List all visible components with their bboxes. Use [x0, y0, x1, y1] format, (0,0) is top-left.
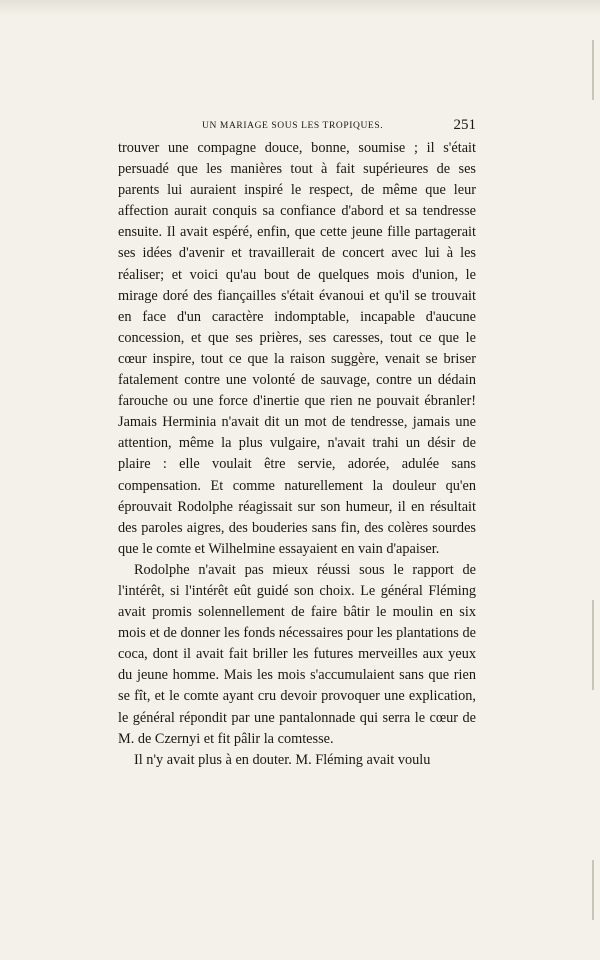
- paragraph-3: Il n'y avait plus à en douter. M. Fléming avait voulu: [134, 751, 431, 768]
- running-header: [118, 117, 476, 135]
- paragraph-1: trouver une compagne douce, bonne, soumise ; il s'était persuadé que les manières tout à fait supérieures de ses parents lui auraient inspiré le respect, de même que leur affection aurait conquis sa confiance d'abord et sa tendresse ensuite. Il avait espéré, enfin, que cette jeune fille partagerait ses idées d'avenir et travaillerait de concert avec lui à les réaliser; et voici qu'au bout de quelques mois d'union, le mirage doré des fiançailles s'était évanoui et qu'il se trouvait en face d'un caractère indomptable, incapable d'aucune concession, et que ses prières, ses caresses, tout ce que le cœur inspire, tout ce que la raison suggère, venait se briser fatalement contre une volonté de sauvage, contre un dédain farouche ou une force d'inertie que rien ne pouvait ébranler! Jamais Herminia n'avait dit un mot de tendresse, jamais une attention, même la plus vulgaire, n'avait trahi un désir de plaire : elle voulait être servie, adorée, adulée sans compensation. Et comme naturellement la douleur qu'en éprouvait Rodolphe réagissait sur son humeur, il en résultait des paroles aigres, des bouderies sans fin, des colères sourdes que le comte et Wilhelmine essayaient en vain d'apaiser.: [118, 140, 476, 557]
- scan-edge-mark: [592, 600, 594, 690]
- body-text: [118, 138, 476, 778]
- paragraph-2: Rodolphe n'avait pas mieux réussi sous le rapport de l'intérêt, si l'intérêt eût guidé son choix. Le général Fléming avait promis solennellement de faire bâtir le moulin en six mois et de donner les fonds nécessaires pour les plantations de coca, dont il avait fait briller les futures merveilles aux yeux du jeune homme. Mais les mois s'accumulaient sans que rien se fît, et le comte ayant cru devoir provoquer une explication, le général répondit par une pantalonnade qui serra le cœur de M. de Czernyi et fit pâlir la comtesse.: [118, 561, 476, 747]
- page-edge-speckle: [0, 0, 600, 16]
- scan-edge-mark: [592, 40, 594, 100]
- scan-edge-mark: [592, 860, 594, 920]
- page-number: 251: [453, 117, 476, 133]
- running-title: UN MARIAGE SOUS LES TROPIQUES.: [202, 121, 384, 131]
